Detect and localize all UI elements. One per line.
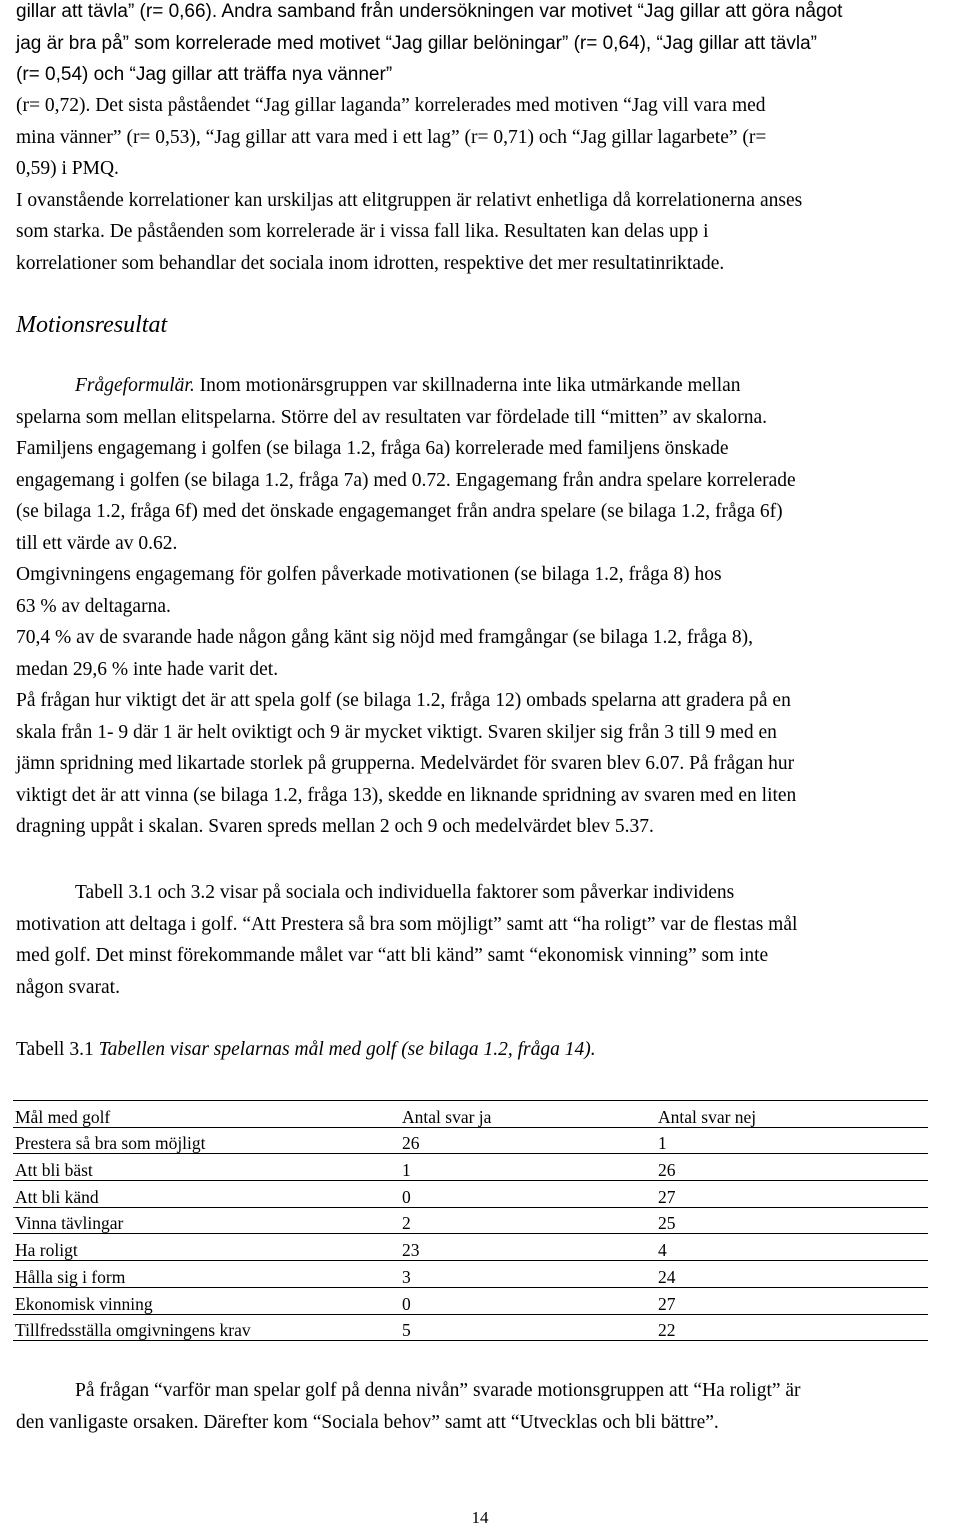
table-cell: Ha roligt (13, 1234, 400, 1261)
text-line: I ovanstående korrelationer kan urskiljas att elitgruppen är relativt enhetliga då korrelationerna anses (16, 189, 803, 211)
text-line: På frågan hur viktigt det är att spela golf (se bilaga 1.2, fråga 12) ombads spelarna att gradera på en (16, 690, 791, 711)
table-cell: Hålla sig i form (13, 1261, 400, 1288)
table-caption (16, 1034, 596, 1066)
text-line: (se bilaga 1.2, fråga 6f) med det önskade engagemanget från andra spelare (se bilaga 1.2, fråga 6f) (16, 501, 783, 522)
table-cell: 5 (400, 1314, 656, 1341)
text-line: Tabell 3.1 och 3.2 visar på sociala och individuella faktorer som påverkar individens (75, 882, 735, 903)
table-row (13, 1181, 928, 1208)
table-cell: 4 (656, 1234, 928, 1261)
section-heading: Motionsresultat (16, 312, 168, 338)
table-row (13, 1314, 928, 1341)
table-row (13, 1234, 928, 1261)
table-row (13, 1207, 928, 1234)
text-line: På frågan “varför man spelar golf på denna nivån” svarade motionsgruppen att “Ha roligt” är (75, 1380, 801, 1401)
text-line: korrelationer som behandlar det sociala inom idrotten, respektive det mer resultatinriktade. (16, 252, 725, 274)
golf-goals-table (13, 1100, 928, 1341)
text-line (16, 370, 796, 402)
page-number: 14 (471, 1508, 489, 1527)
table-cell: Att bli bäst (13, 1154, 400, 1181)
table-cell: 0 (400, 1181, 656, 1208)
paragraph-correlations-2 (16, 90, 802, 279)
text-line: Familjens engagemang i golfen (se bilaga 1.2, fråga 6a) korrelerade med familjens önskade (16, 438, 729, 459)
text-line: jämn spridning med likartade storlek på grupperna. Medelvärdet för svaren blev 6.07. På frågan hur (16, 753, 795, 774)
text-line: viktigt det är att vinna (se bilaga 1.2, fråga 13), skedde en liknande spridning av svaren med en liten (16, 784, 797, 806)
text-span: Inom motionärsgruppen var skillnaderna inte lika utmärkande mellan (194, 375, 741, 396)
table-cell: 1 (656, 1127, 928, 1154)
text-line: motivation att deltaga i golf. “Att Prestera så bra som möjligt” samt att “ha roligt” var de flestas mål (16, 913, 798, 935)
text-line: medan 29,6 % inte hade varit det. (16, 658, 279, 680)
table-row (13, 1127, 928, 1154)
paragraph-table-intro (16, 877, 797, 1003)
text-line: Omgivningens engagemang för golfen påverkade motivationen (se bilaga 1.2, fråga 8) hos (16, 564, 722, 585)
text-line: den vanligaste orsaken. Därefter kom “Sociala behov” samt att “Utvecklas och bli bättre”. (16, 1411, 719, 1433)
text-line: med golf. Det minst förekommande målet var “att bli känd” samt “ekonomisk vinning” som inte (16, 945, 769, 966)
table-caption-label: Tabell 3.1 (16, 1039, 99, 1060)
text-line: jag är bra på” som korrelerade med motivet “Jag gillar belöningar” (r= 0,64), “Jag gillar att tävla” (16, 32, 817, 54)
table-row (13, 1287, 928, 1314)
table-cell: 3 (400, 1261, 656, 1288)
table-cell: 2 (400, 1207, 656, 1234)
table-cell: 24 (656, 1261, 928, 1288)
table-cell: Ekonomisk vinning (13, 1287, 400, 1314)
text-line: mina vänner” (r= 0,53), “Jag gillar att vara med i ett lag” (r= 0,71) och “Jag gillar lagarbete” (r= (16, 126, 767, 148)
text-line: spelarna som mellan elitspelarna. Större del av resultaten var fördelade till “mitten” av skalorna. (16, 406, 768, 428)
text-line: dragning uppåt i skalan. Svaren spreds mellan 2 och 9 och medelvärdet blev 5.37. (16, 816, 654, 837)
text-line: (r= 0,72). Det sista påståendet “Jag gillar laganda” korrelerades med motiven “Jag vill vara med (16, 95, 766, 116)
table-cell: Vinna tävlingar (13, 1207, 400, 1234)
text-line: (r= 0,54) och “Jag gillar att träffa nya vänner” (16, 64, 393, 85)
text-line: skala från 1- 9 där 1 är helt oviktigt och 9 är mycket viktigt. Svaren skiljer sig från 3 till 9 med en (16, 721, 777, 743)
text-line: till ett värde av 0.62. (16, 532, 178, 554)
table-header-cell: Antal svar ja (400, 1101, 656, 1128)
text-line (16, 1034, 596, 1066)
table-cell: 27 (656, 1181, 928, 1208)
paragraph-questionnaire (16, 370, 796, 843)
table-cell: 26 (400, 1127, 656, 1154)
table-caption-text: Tabellen visar spelarnas mål med golf (se bilaga 1.2, fråga 14). (98, 1039, 596, 1060)
text-line: 70,4 % av de svarande hade någon gång känt sig nöjd med framgångar (se bilaga 1.2, fråga 8), (16, 627, 753, 648)
paragraph-correlations-1 (16, 0, 842, 91)
text-line: 63 % av deltagarna. (16, 595, 171, 617)
table-cell: 0 (400, 1287, 656, 1314)
table-cell: 1 (400, 1154, 656, 1181)
table-header-cell: Antal svar nej (656, 1101, 928, 1128)
table-cell: 23 (400, 1234, 656, 1261)
table-cell: 22 (656, 1314, 928, 1341)
paragraph-conclusion (16, 1375, 801, 1438)
table-cell: Tillfredsställa omgivningens krav (13, 1314, 400, 1341)
table-row (13, 1261, 928, 1288)
subheading: Frågeformulär. (75, 375, 195, 396)
table-header-cell: Mål med golf (13, 1101, 400, 1128)
table-cell: 25 (656, 1207, 928, 1234)
table-cell: 27 (656, 1287, 928, 1314)
table-cell: 26 (656, 1154, 928, 1181)
text-line: engagemang i golfen (se bilaga 1.2, fråga 7a) med 0.72. Engagemang från andra spelare korrelerade (16, 469, 796, 491)
table-cell: Att bli känd (13, 1181, 400, 1208)
text-line: någon svarat. (16, 976, 120, 998)
table-cell: Prestera så bra som möjligt (13, 1127, 400, 1154)
text-line: som starka. De påståenden som korrelerade är i vissa fall lika. Resultaten kan delas upp i (16, 221, 709, 242)
text-line: 0,59) i PMQ. (16, 158, 119, 179)
table-header-row (13, 1101, 928, 1128)
table-row (13, 1154, 928, 1181)
text-line: gillar att tävla” (r= 0,66). Andra samband från undersökningen var motivet “Jag gillar att göra något (16, 1, 843, 22)
